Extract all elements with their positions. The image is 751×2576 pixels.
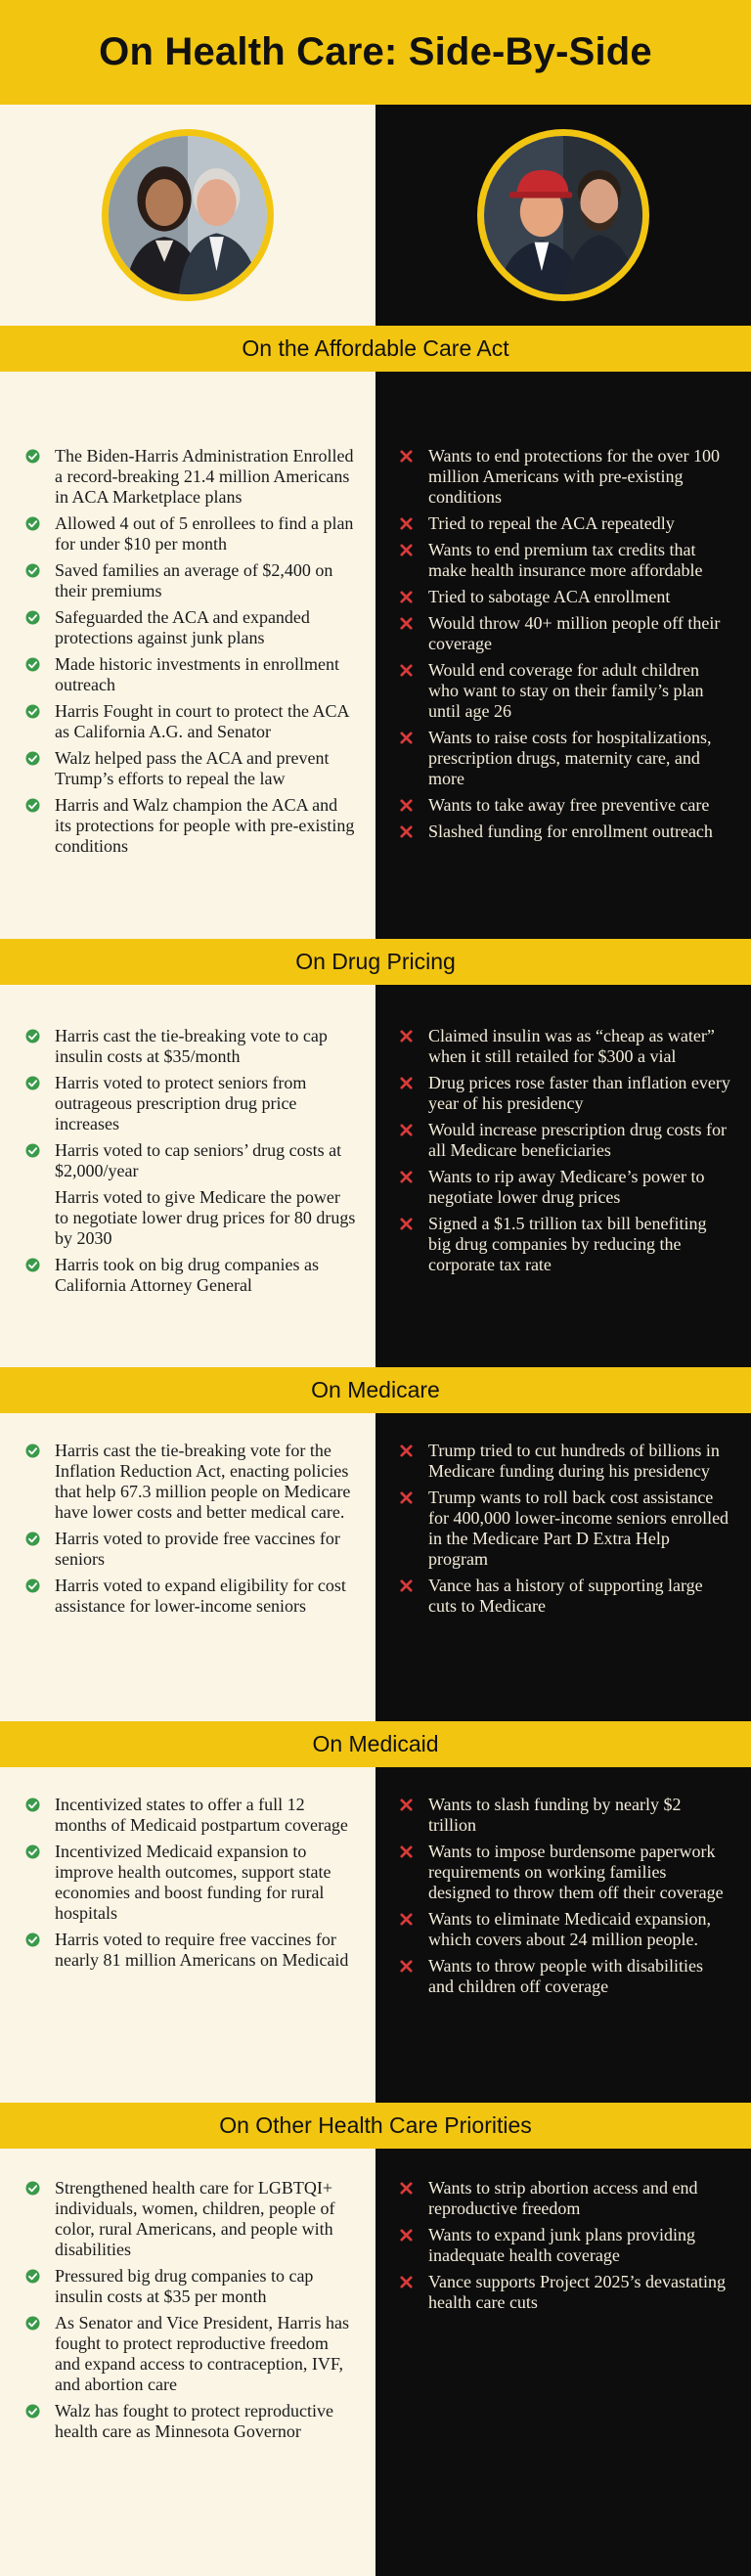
item-text: Wants to slash funding by nearly $2 trillion <box>428 1795 682 1835</box>
item-text: Harris cast the tie-breaking vote for the Inflation Reduction Act, enacting policies that help 67.3 million people on Medicare have lower costs and better medical care. <box>55 1441 351 1522</box>
trump-vance-column <box>376 372 751 939</box>
section-medicaid <box>0 1721 751 2103</box>
section-header <box>0 2103 751 2149</box>
trump-vance-photo <box>477 129 649 301</box>
list-item <box>25 560 358 601</box>
list-item <box>399 1488 731 1570</box>
x-icon <box>399 728 428 745</box>
item-text: Safeguarded the ACA and expanded protections against junk plans <box>55 607 310 647</box>
list-item <box>399 1026 731 1067</box>
list-item <box>399 728 731 789</box>
x-icon <box>399 2178 428 2196</box>
list-item <box>25 1529 358 1570</box>
item-text: Harris voted to require free vaccines for nearly 81 million Americans on Medicaid <box>55 1930 349 1970</box>
item-text: Harris voted to cap seniors’ drug costs at $2,000/year <box>55 1140 342 1180</box>
list-item <box>25 1026 358 1067</box>
x-icon <box>399 1214 428 1231</box>
item-text: Harris voted to expand eligibility for cost assistance for lower-income seniors <box>55 1576 346 1616</box>
list-item <box>25 654 358 695</box>
list-item <box>399 613 731 654</box>
item-text: Made historic investments in enrollment outreach <box>55 654 339 694</box>
section-title: On Medicare <box>311 1377 440 1402</box>
list-item <box>25 2313 358 2395</box>
trump-vance-portrait-illustration <box>484 136 642 294</box>
check-icon <box>25 654 55 672</box>
check-icon <box>25 446 55 464</box>
x-icon <box>399 1120 428 1137</box>
check-icon <box>25 2313 55 2331</box>
page-title: On Health Care: Side-By-Side <box>99 30 652 73</box>
item-text: Walz helped pass the ACA and prevent Trump’s efforts to repeal the law <box>55 748 330 788</box>
check-icon <box>25 2401 55 2419</box>
section-title: On Medicaid <box>312 1731 439 1756</box>
list-item <box>25 1795 358 1836</box>
list-item <box>25 513 358 555</box>
section-drug-pricing <box>0 939 751 1367</box>
item-text: Would increase prescription drug costs for all Medicare beneficiaries <box>428 1120 727 1160</box>
section-header <box>0 1367 751 1413</box>
item-text: Incentivized states to offer a full 12 months of Medicaid postpartum coverage <box>55 1795 348 1835</box>
item-text: Slashed funding for enrollment outreach <box>428 822 713 841</box>
list-item <box>25 1441 358 1523</box>
check-icon <box>25 748 55 766</box>
section-title: On Other Health Care Priorities <box>219 2112 532 2138</box>
list-item <box>399 1073 731 1114</box>
list-item <box>25 2266 358 2307</box>
check-icon <box>25 1255 55 1272</box>
list-item <box>399 2272 731 2313</box>
list-item <box>399 822 731 842</box>
harris-walz-column <box>0 372 376 939</box>
x-icon <box>399 822 428 839</box>
item-text: Incentivized Medicaid expansion to improve health outcomes, support state economies and boost funding for rural hospitals <box>55 1842 331 1923</box>
x-icon <box>399 1073 428 1090</box>
list-item <box>25 748 358 789</box>
item-text: Wants to throw people with disabilities and children off coverage <box>428 1956 704 1996</box>
harris-walz-photo <box>102 129 274 301</box>
section-medicare <box>0 1367 751 1721</box>
list-item <box>399 660 731 722</box>
check-icon <box>25 2178 55 2196</box>
item-text: Harris voted to provide free vaccines for seniors <box>55 1529 340 1569</box>
item-text: Trump tried to cut hundreds of billions in Medicare funding during his presidency <box>428 1441 720 1481</box>
check-icon <box>25 560 55 578</box>
section-other-priorities <box>0 2103 751 2576</box>
section-header <box>0 939 751 985</box>
harris-walz-column <box>0 985 376 1367</box>
check-icon <box>25 1576 55 1593</box>
check-icon <box>25 795 55 813</box>
check-icon <box>25 513 55 531</box>
x-icon <box>399 513 428 531</box>
item-text: Trump wants to roll back cost assistance for 400,000 lower-income seniors enrolled in the Medicare Part D Extra Help program <box>428 1488 729 1569</box>
list-item <box>399 1795 731 1836</box>
item-text: Wants to raise costs for hospitalizations, prescription drugs, maternity care, and more <box>428 728 712 788</box>
list-item <box>399 1441 731 1482</box>
item-text: Would throw 40+ million people off their coverage <box>428 613 721 653</box>
item-text: Vance has a history of supporting large cuts to Medicare <box>428 1576 703 1616</box>
candidate-photo-row <box>0 105 751 326</box>
list-item <box>399 795 731 816</box>
list-item <box>25 1187 358 1249</box>
item-text: Would end coverage for adult children who want to stay on their family’s plan until age 26 <box>428 660 704 721</box>
section-title: On the Affordable Care Act <box>242 335 509 361</box>
republican-photo-panel <box>376 105 751 326</box>
x-icon <box>399 1026 428 1044</box>
item-text: As Senator and Vice President, Harris has fought to protect reproductive freedom and expand access to contraception, IVF, and abortion care <box>55 2313 350 2394</box>
harris-walz-portrait-illustration <box>109 136 267 294</box>
list-item <box>399 1214 731 1275</box>
x-icon <box>399 1842 428 1859</box>
check-icon <box>25 1026 55 1044</box>
check-icon <box>25 2266 55 2284</box>
item-text: Harris voted to protect seniors from outrageous prescription drug price increases <box>55 1073 307 1133</box>
item-text: Walz has fought to protect reproductive health care as Minnesota Governor <box>55 2401 333 2441</box>
list-item <box>25 701 358 742</box>
list-item <box>399 446 731 508</box>
item-text: Allowed 4 out of 5 enrollees to find a plan for under $10 per month <box>55 513 354 554</box>
item-text: Wants to take away free preventive care <box>428 795 710 815</box>
harris-walz-column <box>0 1767 376 2103</box>
list-item <box>399 1576 731 1617</box>
item-text: Harris took on big drug companies as California Attorney General <box>55 1255 319 1295</box>
list-item <box>399 587 731 607</box>
x-icon <box>399 1956 428 1974</box>
trump-vance-column <box>376 1767 751 2103</box>
list-item <box>399 1956 731 1997</box>
item-text: Harris Fought in court to protect the ACA as California A.G. and Senator <box>55 701 349 741</box>
trump-vance-column <box>376 985 751 1367</box>
check-icon <box>25 1140 55 1158</box>
list-item <box>399 513 731 534</box>
list-item <box>399 1167 731 1208</box>
list-item <box>25 1930 358 1971</box>
list-item <box>25 446 358 508</box>
check-icon <box>25 607 55 625</box>
check-icon <box>25 1441 55 1458</box>
x-icon <box>399 1441 428 1458</box>
item-text: Signed a $1.5 trillion tax bill benefiting big drug companies by reducing the corporate tax rate <box>428 1214 707 1274</box>
item-text: Tried to sabotage ACA enrollment <box>428 587 671 606</box>
item-text: Harris voted to give Medicare the power to negotiate lower drug prices for 80 drugs by 2030 <box>55 1187 356 1248</box>
harris-walz-column <box>0 2149 376 2576</box>
list-item <box>25 1255 358 1296</box>
democratic-photo-panel <box>0 105 376 326</box>
item-text: Wants to end protections for the over 100 million Americans with pre-existing conditions <box>428 446 720 507</box>
trump-vance-column <box>376 1413 751 1721</box>
item-text: Tried to repeal the ACA repeatedly <box>428 513 675 533</box>
list-item <box>399 1842 731 1903</box>
section-title: On Drug Pricing <box>295 949 456 974</box>
list-item <box>25 1073 358 1134</box>
section-header <box>0 326 751 372</box>
item-text: Strengthened health care for LGBTQI+ individuals, women, children, people of color, rural Americans, and people with disabilities <box>55 2178 335 2259</box>
list-item <box>25 2401 358 2442</box>
x-icon <box>399 1488 428 1505</box>
item-text: Wants to impose burdensome paperwork requirements on working families designed to throw them off their coverage <box>428 1842 724 1902</box>
title-banner <box>0 0 751 105</box>
list-item <box>25 1140 358 1181</box>
item-text: Vance supports Project 2025’s devastating health care cuts <box>428 2272 726 2312</box>
x-icon <box>399 2272 428 2289</box>
item-text: Wants to eliminate Medicaid expansion, which covers about 24 million people. <box>428 1909 711 1949</box>
item-text: Harris and Walz champion the ACA and its protections for people with pre-existing conditions <box>55 795 355 856</box>
list-item <box>25 2178 358 2260</box>
check-icon <box>25 701 55 719</box>
list-item <box>399 2225 731 2266</box>
check-icon <box>25 1529 55 1546</box>
x-icon <box>399 2225 428 2243</box>
x-icon <box>399 1167 428 1184</box>
list-item <box>399 1120 731 1161</box>
item-text: Wants to expand junk plans providing inadequate health coverage <box>428 2225 696 2265</box>
item-text: Drug prices rose faster than inflation every year of his presidency <box>428 1073 730 1113</box>
no-icon <box>25 1187 55 1190</box>
x-icon <box>399 446 428 464</box>
harris-walz-column <box>0 1413 376 1721</box>
item-text: Claimed insulin was as “cheap as water” when it still retailed for $300 a vial <box>428 1026 715 1066</box>
item-text: The Biden-Harris Administration Enrolled a record-breaking 21.4 million Americans in ACA Marketplace plans <box>55 446 354 507</box>
check-icon <box>25 1073 55 1090</box>
x-icon <box>399 660 428 678</box>
section-header <box>0 1721 751 1767</box>
list-item <box>25 1842 358 1924</box>
sections-container <box>0 326 751 2576</box>
x-icon <box>399 613 428 631</box>
list-item <box>399 2178 731 2219</box>
item-text: Pressured big drug companies to cap insulin costs at $35 per month <box>55 2266 314 2306</box>
x-icon <box>399 1909 428 1927</box>
list-item <box>25 607 358 648</box>
list-item <box>399 1909 731 1950</box>
section-affordable-care-act <box>0 326 751 939</box>
check-icon <box>25 1930 55 1947</box>
item-text: Saved families an average of $2,400 on their premiums <box>55 560 333 600</box>
x-icon <box>399 1795 428 1812</box>
list-item <box>399 540 731 581</box>
check-icon <box>25 1842 55 1859</box>
list-item <box>25 795 358 857</box>
check-icon <box>25 1795 55 1812</box>
item-text: Wants to strip abortion access and end reproductive freedom <box>428 2178 698 2218</box>
x-icon <box>399 540 428 557</box>
item-text: Harris cast the tie-breaking vote to cap insulin costs at $35/month <box>55 1026 328 1066</box>
list-item <box>25 1576 358 1617</box>
trump-vance-column <box>376 2149 751 2576</box>
x-icon <box>399 795 428 813</box>
x-icon <box>399 587 428 604</box>
item-text: Wants to end premium tax credits that make health insurance more affordable <box>428 540 703 580</box>
item-text: Wants to rip away Medicare’s power to negotiate lower drug prices <box>428 1167 705 1207</box>
x-icon <box>399 1576 428 1593</box>
